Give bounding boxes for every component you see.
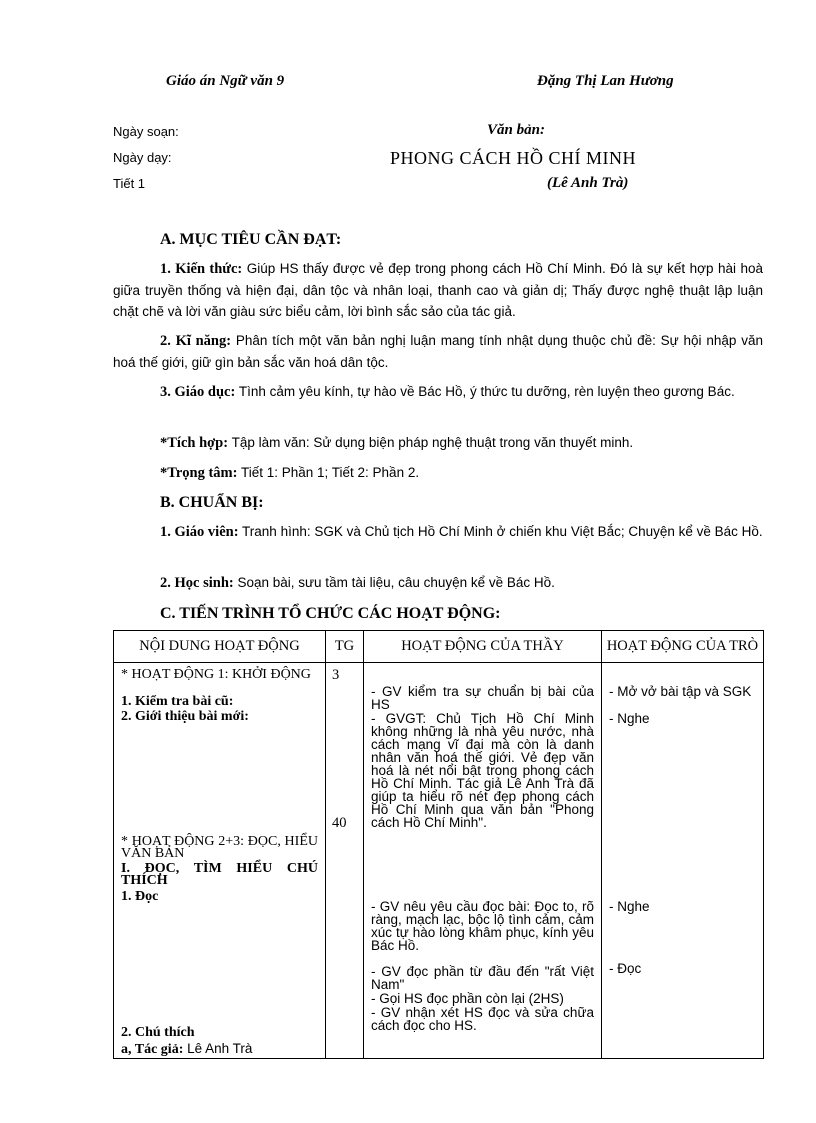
hd23-heading: * HOẠT ĐỘNG 2+3: ĐỌC, HIỂU VĂN BẢN — [121, 834, 318, 861]
tro-item: - Mở vở bài tập và SGK — [609, 684, 752, 699]
giao-duc-label: 3. Giáo dục: — [160, 384, 236, 400]
doc-heading: 1. Đọc — [121, 889, 159, 904]
tro-item: - Nghe — [609, 899, 650, 914]
tac-gia-text: Lê Anh Trà — [183, 1041, 253, 1056]
kiem-tra-bai-cu: 1. Kiểm tra bài cũ: — [121, 694, 234, 709]
cell-tro — [602, 663, 764, 1059]
kien-thuc-text: Giúp HS thấy được vẻ đẹp trong phong cách Hồ Chí Minh. Đó là sự kết hợp hài hoà giữa truyền thống và hiện đại, dân tộc và nhân loại, thanh cao và giản dị; Thấy được nghệ thuật lập luận chặt chẽ và lời văn giàu sức biểu cảm, lời bình sắc sảo của tác giả. — [113, 261, 763, 319]
cell-tg — [326, 663, 364, 1059]
kien-thuc-paragraph — [113, 258, 763, 322]
hoc-sinh-paragraph — [113, 572, 763, 594]
tac-gia-label: a, Tác giả: — [121, 1042, 184, 1057]
trong-tam-paragraph — [113, 462, 763, 484]
header-thay: HOẠT ĐỘNG CỦA THẦY — [364, 631, 602, 663]
tac-gia-line — [121, 1043, 318, 1056]
giao-duc-paragraph — [113, 381, 763, 403]
tg-40: 40 — [332, 815, 347, 831]
thay-item: - GV kiểm tra sự chuẩn bị bài của HS — [371, 684, 594, 712]
table-row — [114, 663, 764, 1059]
hoc-sinh-label: 2. Học sinh: — [160, 575, 234, 591]
table-header-row — [114, 631, 764, 663]
header-right: Đặng Thị Lan Hương — [537, 73, 674, 89]
header-noi-dung: NỘI DUNG HOẠT ĐỘNG — [114, 631, 326, 663]
trong-tam-label: *Trọng tâm: — [160, 465, 238, 481]
tro-item: - Đọc — [609, 961, 642, 976]
tro-item: - Nghe — [609, 711, 650, 726]
giao-vien-label: 1. Giáo viên: — [160, 524, 239, 540]
ki-nang-label: 2. Kĩ năng: — [160, 333, 232, 349]
cell-noi-dung — [114, 663, 326, 1059]
tich-hop-paragraph — [113, 432, 763, 454]
tg-3: 3 — [332, 667, 340, 683]
thay-item: - GVGT: Chủ Tịch Hồ Chí Minh không những là nhà yêu nước, nhà cách mạng vĩ đại mà còn là danh nhân văn hoá thế giới. Vẻ đẹp văn hoá là nét nổi bật trong phong cách Hồ Chí Minh. Tác giả Lê Anh Trà đã giúp ta hiểu rõ nét đẹp phong cách Hồ Chí Minh qua văn bản "Phong cách Hồ Chí Minh". — [371, 711, 594, 830]
ki-nang-paragraph — [113, 330, 763, 373]
lesson-author: (Lê Anh Trà) — [547, 175, 629, 191]
hoc-sinh-text: Soạn bài, sưu tầm tài liệu, câu chuyện kể về Bác Hồ. — [233, 575, 555, 590]
cell-thay — [364, 663, 602, 1059]
header-tg: TG — [326, 631, 364, 663]
activity-table — [113, 630, 764, 1059]
doc-tim-hieu-heading: I. ĐỌC, TÌM HIỂU CHÚ THÍCH — [121, 861, 318, 888]
van-ban-label: Văn bản: — [487, 122, 545, 138]
chu-thich-heading: 2. Chú thích — [121, 1025, 195, 1040]
lesson-title: PHONG CÁCH HỒ CHÍ MINH — [390, 148, 637, 168]
hd1-heading: * HOẠT ĐỘNG 1: KHỞI ĐỘNG — [121, 667, 311, 682]
ngay-soan: Ngày soạn: — [113, 124, 179, 139]
trong-tam-text: Tiết 1: Phần 1; Tiết 2: Phần 2. — [237, 465, 420, 480]
ngay-day: Ngày dạy: — [113, 150, 172, 165]
kien-thuc-label: 1. Kiến thức: — [160, 261, 243, 277]
thay-item: - Gọi HS đọc phần còn lại (2HS) — [371, 991, 564, 1006]
tiet: Tiết 1 — [113, 176, 146, 191]
section-a-heading: A. MỤC TIÊU CẦN ĐẠT: — [160, 231, 342, 248]
thay-item: - GV đọc phần từ đầu đến "rất Việt Nam" — [371, 964, 594, 992]
section-c-heading: C. TIẾN TRÌNH TỔ CHỨC CÁC HOẠT ĐỘNG: — [160, 605, 501, 622]
section-b-heading: B. CHUẨN BỊ: — [160, 494, 264, 511]
thay-item: - GV nêu yêu cầu đọc bài: Đọc to, rõ ràng, mạch lạc, bộc lộ tình cảm, cảm xúc tự hào lòng khâm phục, kính yêu Bác Hồ. — [371, 899, 594, 953]
header-left: Giáo án Ngữ văn 9 — [166, 73, 285, 89]
giao-duc-text: Tình cảm yêu kính, tự hào về Bác Hồ, ý thức tu dưỡng, rèn luyện theo gương Bác. — [235, 384, 735, 399]
giao-vien-text: Tranh hình: SGK và Chủ tịch Hồ Chí Minh ở chiến khu Việt Bắc; Chuyện kể về Bác Hồ. — [238, 524, 763, 539]
header-tro: HOẠT ĐỘNG CỦA TRÒ — [602, 631, 764, 663]
tich-hop-label: *Tích hợp: — [160, 435, 229, 451]
tich-hop-text: Tập làm văn: Sử dụng biện pháp nghệ thuật trong văn thuyết minh. — [228, 435, 634, 450]
thay-item: - GV nhận xét HS đọc và sửa chữa cách đọc cho HS. — [371, 1005, 594, 1033]
ki-nang-text: Phân tích một văn bản nghị luận mang tính nhật dụng thuộc chủ đề: Sự hội nhập văn hoá thế giới, giữ gìn bản sắc văn hoá dân tộc. — [113, 333, 764, 370]
giao-vien-paragraph — [113, 521, 763, 543]
gioi-thieu-bai-moi: 2. Giới thiệu bài mới: — [121, 709, 249, 724]
